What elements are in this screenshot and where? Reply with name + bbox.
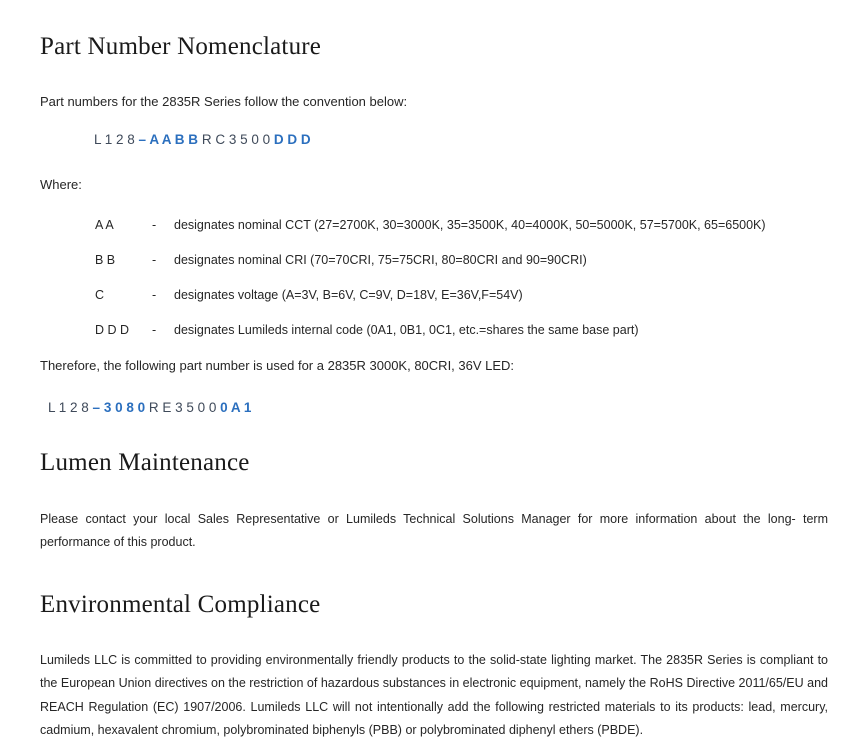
part-number-segment: L 1 2 8 xyxy=(48,400,93,415)
definition-description: designates nominal CCT (27=2700K, 30=3000K, 35=3500K, 40=4000K, 50=5000K, 57=5700K, 65=6500K) xyxy=(174,218,766,232)
lumen-maintenance-paragraph: Please contact your local Sales Representative or Lumileds Technical Solutions Manager for more information about the long- term performance of this product. xyxy=(40,512,828,549)
nomenclature-intro-text: Part numbers for the 2835R Series follow the convention below: xyxy=(40,94,408,109)
definition-code: C xyxy=(95,288,105,302)
part-number-segment: R E 3 5 0 0 xyxy=(148,400,221,415)
definition-description: designates voltage (A=3V, B=6V, C=9V, D=18V, E=36V,F=54V) xyxy=(174,288,523,302)
part-number-template xyxy=(94,132,825,147)
definition-description: designates Lumileds internal code (0A1, 0B1, 0C1, etc.=shares the same base part) xyxy=(174,323,639,337)
definition-dash: - xyxy=(152,323,157,337)
section-title-lumen-maintenance: Lumen Maintenance xyxy=(40,449,250,476)
section-title-environmental-compliance: Environmental Compliance xyxy=(40,591,321,618)
part-number-segment: – xyxy=(92,400,104,415)
part-number-segment: A A B B xyxy=(149,132,202,147)
definition-row xyxy=(95,253,825,267)
part-number-segment: – xyxy=(138,132,150,147)
definition-row xyxy=(95,323,825,337)
definition-code: A A xyxy=(95,218,114,232)
part-number-segment: L 1 2 8 xyxy=(94,132,139,147)
definition-code: B B xyxy=(95,253,116,267)
part-number-segment: R C 3 5 0 0 xyxy=(201,132,274,147)
part-number-segment: 0 A 1 xyxy=(220,400,252,415)
where-label: Where: xyxy=(40,177,82,192)
definition-row xyxy=(95,218,825,232)
definition-dash: - xyxy=(152,253,157,267)
part-number-segment: D D D xyxy=(273,132,311,147)
part-number-example xyxy=(48,400,825,415)
definition-code: D D D xyxy=(95,323,130,337)
definition-description: designates nominal CRI (70=70CRI, 75=75CRI, 80=80CRI and 90=90CRI) xyxy=(174,253,587,267)
section-title-part-number-nomenclature: Part Number Nomenclature xyxy=(40,33,322,60)
definition-dash: - xyxy=(152,288,157,302)
definition-row xyxy=(95,288,825,302)
environmental-compliance-paragraph: Lumileds LLC is committed to providing environmentally friendly products to the solid-state lighting market. The 2835R Series is compliant to the European Union directives on the restriction of hazardous substances in electronic equipment, namely the RoHS Directive 2011/65/EU and REACH Regulation (EC) 1907/2006. Lumileds LLC will not intentionally add the following restricted materials to its products: lead, mercury, cadmium, hexavalent chromium, polybrominated biphenyls (PBB) or polybrominated diphenyl ethers (PBDE). xyxy=(40,653,828,737)
example-intro-text: Therefore, the following part number is used for a 2835R 3000K, 80CRI, 36V LED: xyxy=(40,358,515,373)
definition-dash: - xyxy=(152,218,157,232)
nomenclature-definitions xyxy=(40,218,825,337)
part-number-segment: 3 0 8 0 xyxy=(103,400,149,415)
